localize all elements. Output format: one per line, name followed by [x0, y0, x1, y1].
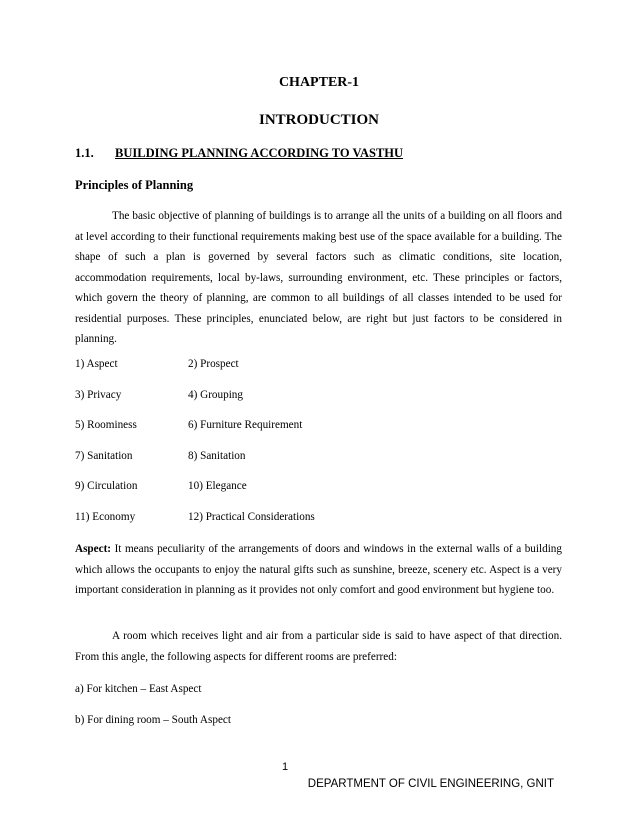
principle-item: 9) Circulation — [75, 480, 138, 493]
footer-text: DEPARTMENT OF CIVIL ENGINEERING, GNIT — [307, 778, 554, 790]
list-item: a) For kitchen – East Aspect — [75, 683, 202, 695]
principle-item: 5) Roominess — [75, 419, 137, 432]
principle-item: 2) Prospect — [188, 358, 239, 370]
subheading: Principles of Planning — [75, 178, 194, 192]
section-title: BUILDING PLANNING ACCORDING TO VASTHU — [115, 146, 404, 160]
principle-item: 12) Practical Considerations — [188, 510, 315, 523]
page-title: INTRODUCTION — [258, 112, 379, 128]
paragraph-intro-text: The basic objective of planning of buildings is to arrange all the units of a building on all floors and at level according to their functional requirements making best use of the space available for a building. The shape of such a plan is governed by several factors such as climatic conditions, site location, accommodation requirements, local by-laws, surrounding environment, etc. These principles or factors, which govern the theory of planning, are common to all buildings of all classes intended to be used for residential purposes. These principles, enunciated below, are right but just factors to be considered in planning. — [75, 210, 562, 345]
principle-item: 6) Furniture Requirement — [188, 419, 303, 432]
paragraph-intro — [75, 206, 562, 350]
principle-item: 11) Economy — [75, 510, 136, 523]
paragraph-room-aspect — [75, 626, 562, 667]
aspect-label: Aspect: — [75, 543, 112, 555]
aspect-text: It means peculiarity of the arrangements of doors and windows in the external walls of a building which allows the occupants to enjoy the natural gifts such as sunshine, breeze, scenery etc. Aspect is a very important consideration in planning as it provides not only comfort and good environment but hygiene too. — [75, 543, 562, 596]
chapter-label: CHAPTER-1 — [278, 75, 360, 90]
section-heading — [75, 146, 403, 161]
paragraph-aspect — [75, 539, 562, 601]
principle-item: 8) Sanitation — [188, 449, 246, 462]
principle-item: 10) Elegance — [188, 480, 247, 493]
principle-item: 4) Grouping — [188, 388, 243, 401]
page-number: 1 — [281, 761, 289, 773]
list-item: b) For dining room – South Aspect — [75, 714, 232, 726]
section-number: 1.1. — [75, 146, 94, 160]
paragraph-room-aspect-text: A room which receives light and air from a particular side is said to have aspect of that direction. From this angle, the following aspects for different rooms are preferred: — [75, 630, 562, 663]
principle-item: 7) Sanitation — [75, 449, 133, 462]
principle-item: 1) Aspect — [75, 358, 118, 370]
principle-item: 3) Privacy — [75, 388, 122, 401]
